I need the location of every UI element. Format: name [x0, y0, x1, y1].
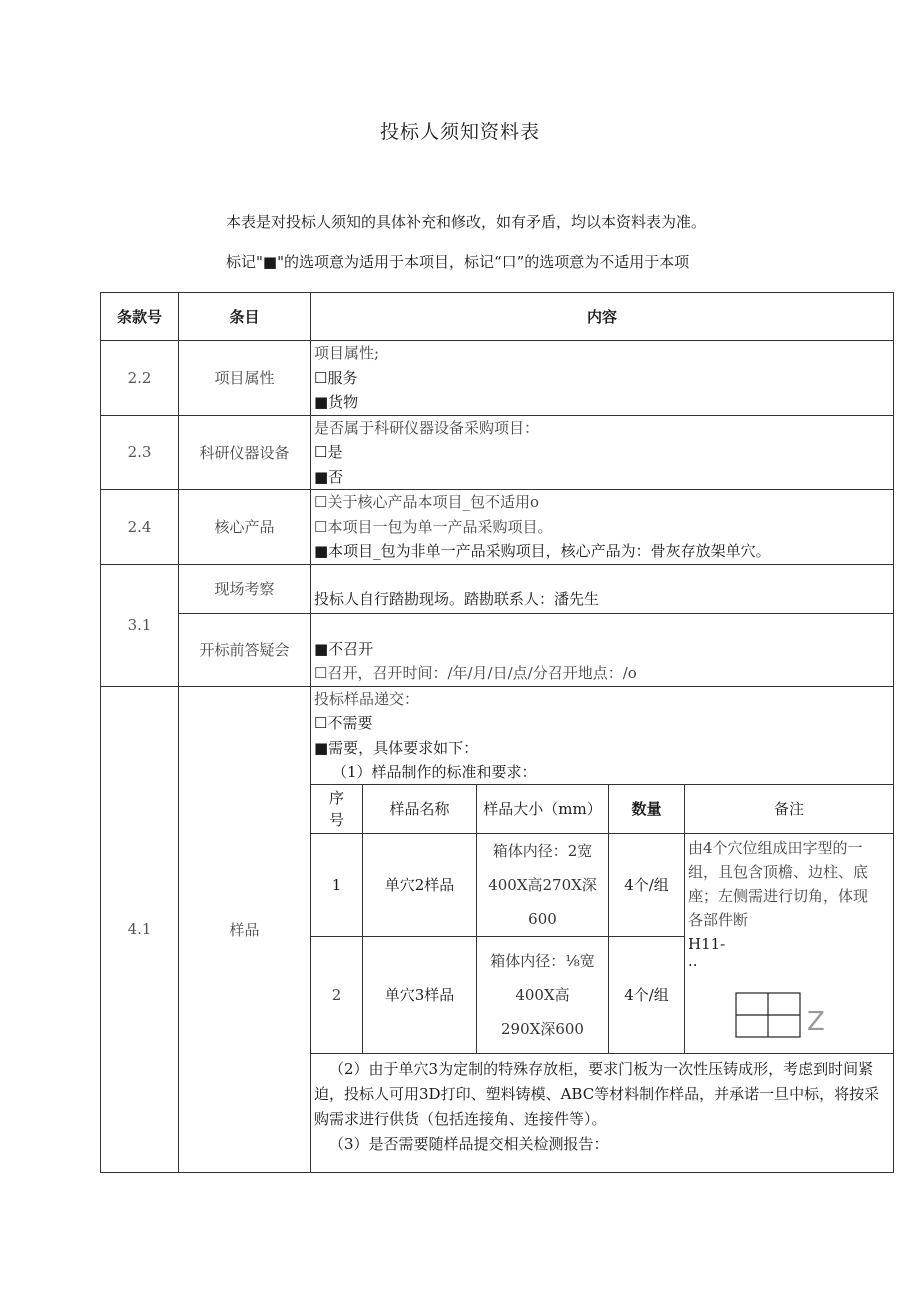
- note-line: H11-: [688, 934, 726, 953]
- sample-requirements-notes: [314, 1057, 892, 1157]
- table-header-row: [101, 293, 894, 341]
- option-checked: ■本项目_包为非单一产品采购项目，核心产品为：骨灰存放架单穴。: [314, 542, 771, 560]
- header-name: 样品名称: [363, 784, 477, 833]
- note-line: 由4个穴位组成田字型的一: [688, 838, 863, 857]
- sample-name: 单穴3样品: [363, 936, 477, 1053]
- note-line: 各部件断: [688, 910, 749, 929]
- size-line: 箱体内径：⅛宽: [490, 951, 595, 970]
- header-no: [311, 784, 363, 833]
- option-checked: ■否: [314, 467, 344, 486]
- header-content: 内容: [311, 293, 894, 341]
- option-heading: 投标样品递交：: [314, 689, 420, 708]
- clause-number: 4.1: [101, 686, 179, 1172]
- requirement-paragraph: （3）是否需要随样品提交相关检测报告：: [329, 1134, 609, 1153]
- size-line: 600: [528, 909, 557, 928]
- size-line: 400X高: [515, 985, 570, 1004]
- clause-number: 2.4: [101, 490, 179, 565]
- header-no-line: 序: [328, 788, 344, 807]
- table-row: [101, 490, 894, 565]
- tianzi-grid-sketch-icon: [735, 992, 855, 1040]
- header-no-line: 号: [328, 810, 344, 829]
- table-row: [101, 341, 894, 416]
- table-row: [101, 564, 894, 613]
- sample-size: [477, 936, 609, 1053]
- sample-row: [311, 833, 894, 936]
- item-label: 科研仪器设备: [179, 415, 311, 490]
- sample-qty: 4个/组: [609, 936, 685, 1053]
- option-unchecked: ☐是: [314, 443, 343, 461]
- table-row: [101, 613, 894, 686]
- sample-table: [310, 784, 894, 1054]
- clause-number: 3.1: [101, 564, 179, 686]
- option-unchecked: ☐本项目一包为单一产品采购项目。: [314, 517, 553, 536]
- page-title: 投标人须知资料表: [379, 121, 540, 143]
- content-cell: [311, 613, 894, 686]
- sample-no: 1: [311, 833, 363, 936]
- item-label: 现场考察: [179, 564, 311, 613]
- option-checked: ■货物: [314, 393, 359, 411]
- note-line: 组，且包含顶檐、边柱、底: [688, 862, 869, 881]
- item-label: 项目属性: [179, 341, 311, 416]
- note-line: 座；左侧需进行切角，体现: [688, 886, 869, 905]
- size-line: 290X深600: [501, 1019, 584, 1038]
- table-row: [101, 415, 894, 490]
- intro-paragraph: 本表是对投标人须知的具体补充和修改，如有矛盾，均以本资料表为准。: [226, 213, 707, 231]
- sample-size: [477, 833, 609, 936]
- content-cell: [311, 564, 894, 613]
- option-heading: 是否属于科研仪器设备采购项目：: [314, 418, 540, 437]
- content-cell: [311, 415, 894, 490]
- data-sheet-table: [100, 292, 894, 1173]
- header-item: 条目: [179, 293, 311, 341]
- header-note: 备注: [685, 784, 894, 833]
- option-heading: 项目属性;: [314, 344, 380, 362]
- option-checked: ■不召开: [314, 639, 374, 658]
- legend-note: 标记"■"的选项意为适用于本项目，标记“口”的选项意为不适用于本项: [226, 253, 690, 271]
- sample-qty: 4个/组: [609, 833, 685, 936]
- item-label: 样品: [179, 686, 311, 1172]
- sample-requirements-heading: （1）样品制作的标准和要求：: [332, 763, 537, 781]
- item-label: 核心产品: [179, 490, 311, 565]
- option-unchecked: ☐不需要: [314, 714, 373, 732]
- note-line: ..: [688, 951, 698, 970]
- sample-no: 2: [311, 936, 363, 1053]
- option-checked: ■需要，具体要求如下：: [314, 738, 479, 757]
- header-qty: 数量: [609, 784, 685, 833]
- option-unchecked: ☐召开，召开时间：/年/月/日/点/分召开地点：/o: [314, 664, 637, 682]
- header-size: 样品大小（mm）: [477, 784, 609, 833]
- size-line: 400X高270X深: [488, 875, 597, 894]
- item-label: 开标前答疑会: [179, 613, 311, 686]
- sample-name: 单穴2样品: [363, 833, 477, 936]
- site-visit-text: 投标人自行踏勘现场。踏勘联系人：潘先生: [314, 590, 600, 608]
- clause-number: 2.3: [101, 415, 179, 490]
- content-cell: [311, 686, 894, 1172]
- size-line: 箱体内径：2宽: [492, 841, 593, 860]
- content-cell: [311, 341, 894, 416]
- content-cell: [311, 490, 894, 565]
- option-unchecked: ☐服务: [314, 368, 358, 387]
- sample-note: [685, 833, 894, 1053]
- header-clause: 条款号: [101, 293, 179, 341]
- sample-table-header: [311, 784, 894, 833]
- table-row: [101, 686, 894, 1172]
- requirement-paragraph: （2）由于单穴3为定制的特殊存放柜，要求门板为一次性压铸成形，考虑到时间紧迫，投标人可用3D打印、塑料铸模、ABC等材料制作样品，并承诺一旦中标，将按采购需求进行供货（包括连接角、连接件等）。: [314, 1059, 880, 1128]
- clause-number: 2.2: [101, 341, 179, 416]
- sketch-letter: Z: [807, 1006, 825, 1037]
- option-unchecked: ☐关于核心产品本项目_包不适用o: [314, 493, 539, 511]
